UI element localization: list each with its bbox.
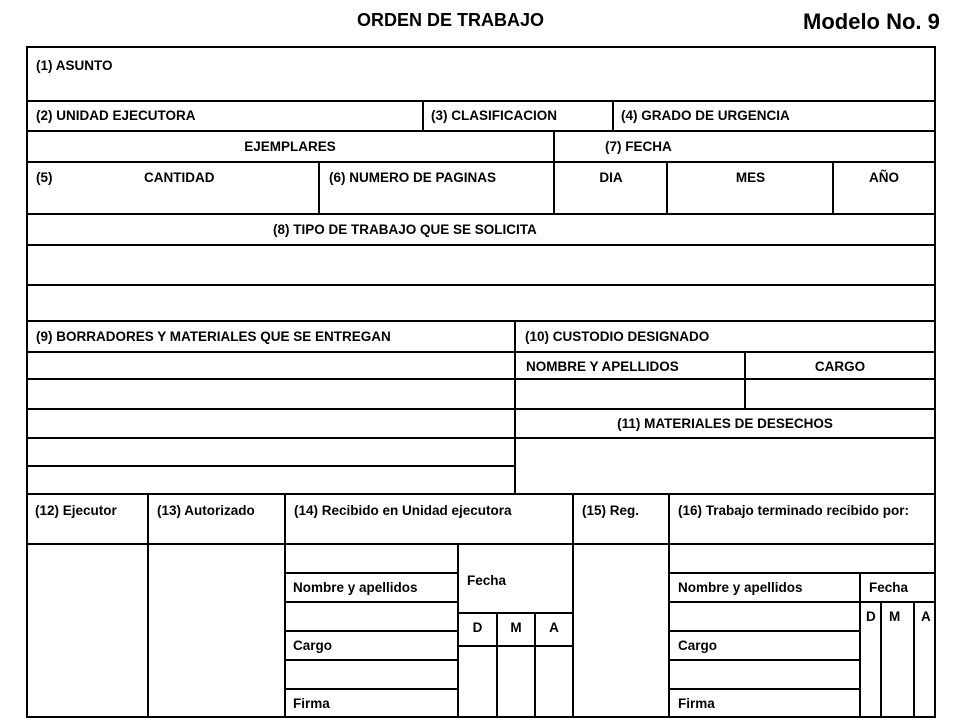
border-top (26, 46, 936, 48)
field-ejemplares: EJEMPLARES (244, 139, 336, 154)
hline (26, 284, 936, 286)
field-numero-paginas: (6) NUMERO DE PAGINAS (329, 170, 497, 185)
hline (668, 572, 936, 574)
hline (668, 630, 860, 632)
field-dia: DIA (599, 170, 623, 185)
field-anio: AÑO (869, 170, 899, 185)
label-d-16: D (866, 609, 876, 624)
border-bottom (26, 716, 936, 718)
hline (26, 161, 936, 163)
hline (668, 688, 860, 690)
hline (26, 130, 936, 132)
hline (284, 688, 458, 690)
field-recibido-unidad: (14) Recibido en Unidad ejecutora (294, 503, 512, 518)
hline (668, 601, 936, 603)
field-autorizado: (13) Autorizado (157, 503, 255, 518)
field-materiales-desechos: (11) MATERIALES DE DESECHOS (617, 416, 833, 431)
form-title: ORDEN DE TRABAJO (357, 10, 545, 30)
label-a-16: A (921, 609, 931, 624)
field-cantidad: CANTIDAD (144, 170, 215, 185)
label-cargo-16: Cargo (678, 638, 718, 653)
hline (26, 465, 515, 467)
field-tipo-trabajo: (8) TIPO DE TRABAJO QUE SE SOLICITA (273, 222, 537, 237)
label-nombre-apellidos-16: Nombre y apellidos (678, 580, 803, 595)
field-custodio: (10) CUSTODIO DESIGNADO (525, 329, 710, 344)
hline (26, 378, 936, 380)
vline (572, 493, 574, 718)
field-ejecutor: (12) Ejecutor (35, 503, 117, 518)
hline (668, 659, 860, 661)
label-firma-14: Firma (293, 696, 330, 711)
hline (284, 630, 458, 632)
label-fecha-14: Fecha (467, 573, 507, 588)
hline (26, 493, 936, 495)
field-nombre-apellidos-upper: NOMBRE Y APELLIDOS (526, 359, 679, 374)
hline (284, 572, 458, 574)
hline (284, 601, 458, 603)
label-fecha-16: Fecha (869, 580, 909, 595)
label-nombre-apellidos-14: Nombre y apellidos (293, 580, 418, 595)
vline (859, 573, 861, 718)
vline (284, 493, 286, 718)
vline (612, 100, 614, 132)
hline (26, 320, 936, 322)
field-unidad-ejecutora: (2) UNIDAD EJECUTORA (36, 108, 196, 123)
vline (880, 601, 882, 718)
field-clasificacion: (3) CLASIFICACION (431, 108, 557, 123)
label-m-14: M (510, 620, 522, 635)
label-m-16: M (889, 609, 901, 624)
vline (422, 100, 424, 132)
field-reg: (15) Reg. (582, 503, 640, 518)
field-cargo-upper: CARGO (814, 359, 866, 374)
vline (668, 493, 670, 718)
vline (318, 161, 320, 215)
label-d-14: D (472, 620, 483, 635)
label-cargo-14: Cargo (293, 638, 333, 653)
hline (26, 351, 936, 353)
hline (26, 213, 936, 215)
border-right (934, 46, 936, 718)
hline (26, 543, 936, 545)
label-a-14: A (549, 620, 559, 635)
field-borradores: (9) BORRADORES Y MATERIALES QUE SE ENTREGAN (36, 329, 391, 344)
hline (26, 408, 936, 410)
hline (457, 612, 573, 614)
vline (913, 601, 915, 718)
field-grado-urgencia: (4) GRADO DE URGENCIA (621, 108, 790, 123)
hline (284, 659, 458, 661)
field-asunto: (1) ASUNTO (36, 58, 113, 73)
hline (26, 100, 936, 102)
field-mes: MES (735, 170, 766, 185)
vline (147, 493, 149, 718)
field-fecha-7: (7) FECHA (605, 139, 672, 154)
label-firma-16: Firma (678, 696, 715, 711)
hline (26, 244, 936, 246)
field-trabajo-terminado: (16) Trabajo terminado recibido por: (678, 503, 910, 518)
hline (457, 645, 573, 647)
vline (514, 320, 516, 495)
hline (26, 437, 936, 439)
field-num-5: (5) (36, 170, 53, 185)
model-number: Modelo No. 9 (803, 9, 940, 34)
